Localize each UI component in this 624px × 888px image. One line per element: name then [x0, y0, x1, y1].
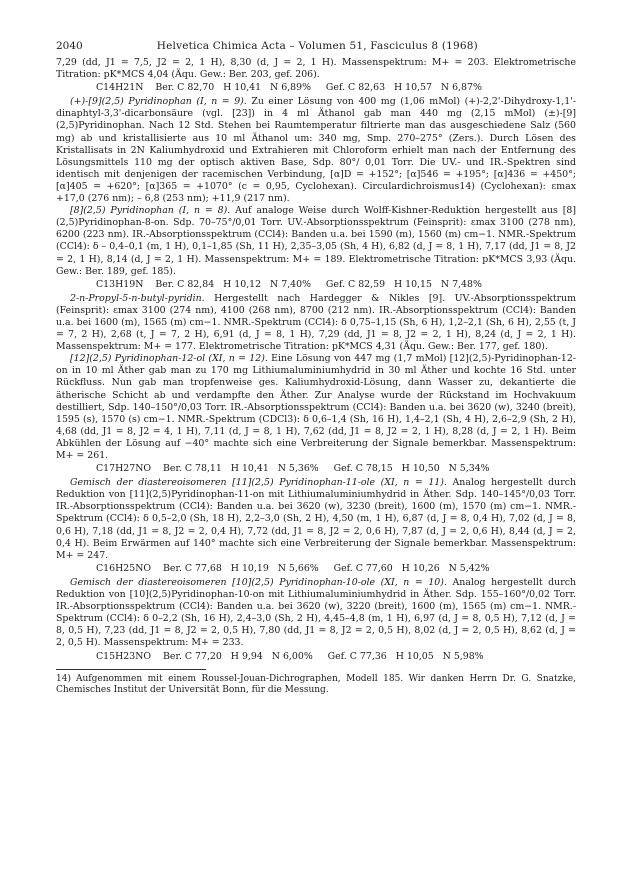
- paragraph-text: Zu einer Lösung von 400 mg (1,06 mMol) (+)-2,2'-Dihydroxy-1,1'-dinaphtyl-3,3'-dicarbonsäure (vgl. [23]) in 4 ml Äthanol gab man 440 mg (2,15 mMol) (±)-[9](2,5)Pyridinophan. Nach 12 Std. Stehen bei Raumtemperatur filtrierte man das ausgeschiedene Salz (560 mg) ab und kristallisierte aus 10 ml Äthanol um: 340 mg, Smp. 270–275° (Zers.). Durch Lösen des Kristallisats in 2N Kaliumhydroxid und Extrahieren mit Chloroform erhielt man nach der Entfernung des Lösungsmittels 110 mg der optisch aktiven Base, Sdp. 80°/ 0,01 Torr. Die UV.- und IR.-Spektren sind identisch mit denjenigen der racemischen Verbindung, [α]D = +152°; [α]546 = +195°; [α]436 = +450°; [α]405 = +620°; [α]365 = +1070° (c = 0,95, Cyclohexan). Circulardichroismus14) (Cyclohexan): εmax +17,0 (276 nm); – 6,8 (253 nm); +11,9 (217 nm).: [56, 96, 577, 205]
- footnote-mark: 14): [56, 673, 71, 684]
- paragraph: [56, 293, 576, 353]
- paragraph: [56, 477, 576, 562]
- compound-title: Gemisch der diastereoisomeren [10](2,5) Pyridinophan-10-ole (XI, n = 10).: [70, 576, 447, 588]
- compound-title: 2-n-Propyl-5-n-butyl-pyridin.: [70, 292, 205, 304]
- elemental-analysis: C14H21N Ber. C 82,70 H 10,41 N 6,89% Gef. C 82,63 H 10,57 N 6,87%: [96, 82, 482, 94]
- footnote-rule: [56, 669, 206, 670]
- page-header: [56, 40, 576, 52]
- elemental-analysis: C13H19N Ber. C 82,84 H 10,12 N 7,40% Gef. C 82,59 H 10,15 N 7,48%: [96, 278, 482, 290]
- elemental-analysis: C16H25NO Ber. C 77,68 H 10,19 N 5,66% Gef. C 77,60 H 10,26 N 5,42%: [96, 562, 490, 574]
- paragraph-text: Analog hergestellt durch Reduktion von [11](2,5)Pyridinophan-11-on mit Lithiumaluminiumhydrid in Äther. Sdp. 140–145°/0,03 Torr. IR.-Absorptionsspektrum (CCl4): Banden u.a. bei 3620 (w), 3230 (breit), 1600 (m), 1570 (m) cm−1. NMR.-Spektrum (CCl4): δ 0,5–2,0 (Sh, 18 H), 2,2–3,0 (Sh, 2 H), 4,50 (m, 1 H), 6,87 (d, J = 8, 0,4 H), 7,02 (d, J = 8, 0,6 H), 7,18 (dd, J1 = 8, J2 = 2, 0,4 H), 7,72 (dd, J1 = 8, J2 = 2, 0,6 H), 7,87 (d, J = 2, 0,6 H), 8,44 (d, J = 2, 0,4 H). Beim Erwärmen auf 140° machte sich eine Verbreiterung der Signale bemerkbar. Massenspektrum: M+ = 247.: [56, 477, 576, 561]
- paragraph-text: 7,29 (dd, J1 = 7,5, J2 = 2, 1 H), 8,30 (d, J = 2, 1 H). Massenspektrum: M+ = 203. Elektrometrische Titration: pK*MCS 4,04 (Äqu. Gew.: Ber. 203, gef. 206).: [56, 57, 576, 81]
- compound-title: (+)-[9](2,5) Pyridinophan (I, n = 9).: [70, 96, 247, 108]
- paragraph-text: Hergestellt nach Hardegger & Nikles [9]. UV.-Absorptionsspektrum (Feinsprit): εmax 3100 (274 nm), 4100 (268 nm), 8700 (212 nm). IR.-Absorptionsspektrum (CCl4): Banden u.a. bei 1600 (m), 1565 (m) cm−1. NMR.-Spektrum (CCl4): δ 0,75–1,15 (Sh, 6 H), 1,2–2,1 (Sh, 6 H), 2,55 (t, J = 7, 2 H), 2,68 (t, J = 7, 2 H), 6,91 (d, J = 8, 1 H), 7,29 (dd, J1 = 8, J2 = 2, 1 H), 8,24 (d, J = 2, 1 H). Massenspektrum: M+ = 177. Elektrometrische Titration: pK*MCS 4,31 (Äqu. Gew.: Ber. 177, gef. 180).: [56, 292, 576, 353]
- footnote-text: Aufgenommen mit einem Roussel-Jouan-Dichrographen, Modell 185. Wir danken Herrn Dr. G. Snatzke, Chemisches Institut der Universität Bonn, für die Messung.: [56, 673, 576, 696]
- paragraph: [56, 205, 576, 278]
- journal-title: Helvetica Chimica Acta – Volumen 51, Fasciculus 8 (1968): [156, 40, 478, 52]
- article-body: [56, 57, 576, 663]
- paragraph: [56, 57, 576, 81]
- compound-title: [8](2,5) Pyridinophan (I, n = 8).: [70, 205, 231, 217]
- page-number: 2040: [56, 40, 83, 52]
- elemental-analysis: C17H27NO Ber. C 78,11 H 10,41 N 5,36% Gef. C 78,15 H 10,50 N 5,34%: [96, 463, 490, 475]
- compound-title: Gemisch der diastereoisomeren [11](2,5) Pyridinophan-11-ole (XI, n = 11).: [70, 477, 447, 489]
- elemental-analysis: C15H23NO Ber. C 77,20 H 9,94 N 6,00% Gef. C 77,36 H 10,05 N 5,98%: [96, 650, 484, 662]
- compound-title: [12](2,5) Pyridinophan-12-ol (XI, n = 12).: [70, 353, 268, 365]
- paragraph: [56, 353, 576, 462]
- footnote: [56, 674, 576, 698]
- paragraph-text: Analog hergestellt durch Reduktion von [10](2,5)Pyridinophan-10-on mit Lithiumaluminiumhydrid in Äther. Sdp. 155–160°/0,02 Torr. IR.-Absorptionsspektrum (CCl4): Banden u.a. bei 3620 (w), 3220 (breit), 1600 (m), 1565 (m) cm−1. NMR.-Spektrum (CCl4): δ 0–2,2 (Sh, 16 H), 2,4–3,0 (Sh, 2 H), 4,45–4,8 (m, 1 H), 6,97 (d, J = 8, 0,5 H), 7,12 (d, J = 8, 0,5 H), 7,23 (dd, J1 = 8, J2 = 2, 0,5 H), 7,80 (dd, J1 = 8, J2 = 2, 0,5 H), 8,02 (d, J = 2, 0,5 H), 8,62 (d, J = 2, 0,5 H). Massenspektrum: M+ = 233.: [56, 576, 576, 649]
- paragraph: [56, 577, 576, 650]
- paragraph-text: Auf analoge Weise durch Wolff-Kishner-Reduktion hergestellt aus [8](2,5)Pyridinophan-8-on. Sdp. 70–75°/0,01 Torr. UV.-Absorptionsspektrum (Feinsprit): εmax 3100 (278 nm), 6200 (223 nm). IR.-Absorptionsspektrum (CCl4): Banden u.a. bei 1590 (m), 1560 (m) cm−1. NMR.-Spektrum (CCl4): δ – 0,4–0,1 (m, 1 H), 0,1–1,85 (Sh, 11 H), 2,35–3,05 (Sh, 4 H), 6,82 (d, J = 8, 1 H), 7,17 (dd, J1 = 8, J2 = 2, 1 H), 8,14 (d, J = 2, 1 H). Massenspektrum: M+ = 189. Elektrometrische Titration: pK*MCS 3,93 (Äqu. Gew.: Ber. 189, gef. 185).: [56, 205, 576, 277]
- paragraph-text: Eine Lösung von 447 mg (1,7 mMol) [12](2,5)-Pyridinophan-12-on in 10 ml Äther gab man zu 170 mg Lithiumaluminiumhydrid in 30 ml Äther und kochte 16 Std. unter Rückfluss. Nun gab man tropfenweise ges. Kaliumhydroxid-Lösung, dann Wasser zu, dekantierte die ätherische Schicht ab und verdampfte den Äther. Zur Analyse wurde der Rückstand im Hochvakuum destilliert, Sdp. 140–150°/0,03 Torr. IR.-Absorptionsspektrum (CCl4): Banden u.a. bei 3620 (w), 3240 (breit), 1595 (s), 1570 (s) cm−1. NMR.-Spektrum (CDCl3): δ 0,6–1,4 (Sh, 16 H), 1,4–2,1 (Sh, 4 H), 2,6–2,9 (Sh, 2 H), 4,68 (dd, J1 = 8, J2 = 4, 1 H), 7,11 (d, J = 8, 1 H), 7,62 (dd, J1 = 8, J2 = 2, 1 H), 8,28 (d, J = 2, 1 H). Beim Abkühlen der Lösung auf −40° machte sich eine Verbreiterung der Signale bemerkbar. Massenspektrum: M+ = 261.: [56, 353, 577, 461]
- paragraph: [56, 96, 576, 205]
